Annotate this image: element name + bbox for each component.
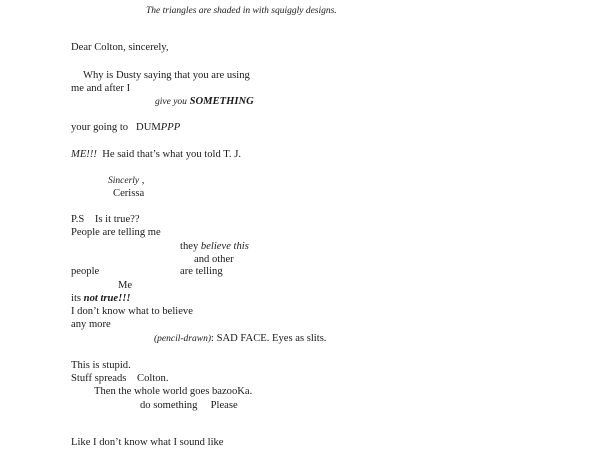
sad-face-line: [154, 333, 326, 345]
told-tj-line: [71, 149, 241, 161]
people-text: people: [71, 266, 100, 277]
colton-text: Colton.: [137, 373, 169, 384]
sad-face-text: : SAD FACE. Eyes as slits.: [211, 333, 327, 344]
stuff-spreads-text: Stuff spreads: [71, 373, 127, 384]
dont-know-text: I don’t know what to believe: [71, 306, 193, 317]
are-telling-text: are telling: [180, 266, 223, 277]
signoff-comma: ,: [141, 175, 145, 186]
caption: The triangles are shaded in with squiggly designs.: [146, 6, 337, 16]
para1-line1: Why is Dusty saying that you are using: [83, 70, 250, 81]
ps-line1: People are telling me: [71, 227, 161, 238]
something-text: SOMETHING: [189, 96, 254, 107]
do-something-line: [140, 400, 238, 412]
sincerely-text: Sincerly: [108, 176, 140, 186]
give-you-text: give you: [155, 97, 187, 107]
going-to-line: [71, 122, 180, 134]
pencil-drawn-text: (pencil-drawn): [154, 334, 211, 344]
signoff-line: [108, 175, 144, 187]
not-true-line: [71, 293, 130, 305]
greeting: Dear Colton, sincerely,: [71, 42, 169, 53]
stupid-text: This is stupid.: [71, 360, 131, 371]
and-other-text: and other: [194, 254, 234, 265]
ps-question: Is it true??: [94, 214, 140, 225]
going-to-text: your going to: [71, 122, 129, 133]
its-text: its: [71, 293, 82, 304]
signature-name: Cerissa: [113, 188, 145, 199]
told-tj-text: He said that’s what you told T. J.: [102, 149, 241, 160]
bazooka-text: Then the whole world goes bazooKa.: [94, 386, 253, 397]
stuff-spreads-line: [71, 373, 169, 385]
they-text: they: [180, 241, 199, 252]
para1-line2: me and after I: [71, 83, 131, 94]
me-exclaim: ME!!!: [71, 149, 97, 160]
ps-label: P.S: [71, 214, 85, 225]
dum-text: DUM: [136, 122, 161, 133]
give-you-line: [155, 96, 254, 108]
me-text: Me: [118, 280, 133, 291]
please-text: Please: [210, 400, 238, 411]
not-true-text: not true!!!: [83, 293, 131, 304]
do-something-text: do something: [140, 400, 198, 411]
ppp-text: PPP: [160, 122, 181, 133]
any-more-text: any more: [71, 319, 111, 330]
ps-line: [71, 214, 140, 226]
believe-this-text: believe this: [200, 241, 249, 252]
sound-like-text: Like I don’t know what I sound like: [71, 437, 224, 448]
believe-line: [180, 241, 249, 253]
